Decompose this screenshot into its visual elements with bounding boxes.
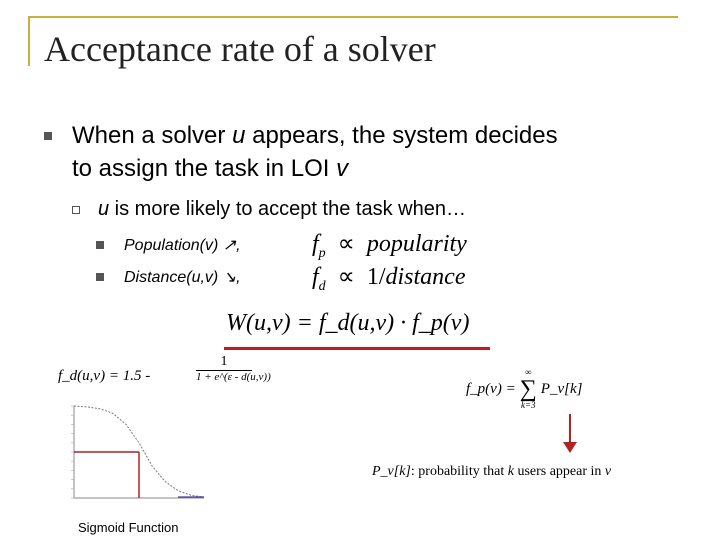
bullet4-text: Distance(u,v) ↘, <box>124 269 241 286</box>
bullet2-var-u: u <box>98 198 110 220</box>
prob-text2: users appear in <box>513 464 605 479</box>
fd-sigmoid-fraction <box>196 354 271 383</box>
fd-propto: ∝ <box>337 264 355 290</box>
bullet2-body: is more likely to accept the task when… <box>109 198 466 220</box>
sigmoid-chart <box>64 402 210 502</box>
sum-bottom: k=3 <box>520 400 536 410</box>
fd-sigmoid-den: 1 + e^(ε - d(u,v)) <box>196 371 271 383</box>
fd-distance: distance <box>385 264 466 290</box>
fp-sum-formula <box>466 368 582 410</box>
down-arrow-icon <box>563 442 577 453</box>
prob-text1: : probability that <box>410 464 508 479</box>
fd-f: f <box>312 264 319 290</box>
fd-one: 1 <box>366 264 379 290</box>
down-arrow-shaft <box>569 414 571 444</box>
bullet1-var-v: v <box>336 155 349 182</box>
fd-sigmoid-lhs: f_d(u,v) = 1.5 - <box>58 368 151 384</box>
bullet-square-4 <box>96 273 104 281</box>
sum-symbol: ∞ ∑ k=3 <box>519 367 537 410</box>
bullet1-var-u: u <box>232 122 246 149</box>
formula-fp-popularity <box>312 229 467 262</box>
fp-f: f <box>312 231 319 257</box>
prob-symbol: P_v[k] <box>372 464 411 479</box>
bullet3-text: Population(v) ↗, <box>124 237 241 254</box>
fd-sigmoid-formula <box>58 368 150 385</box>
fp-sub: p <box>318 245 326 261</box>
fp-propto: ∝ <box>337 231 355 257</box>
bullet1-line1-suffix: appears, the system decides <box>245 122 558 149</box>
bullet1-line1-prefix: When a solver <box>72 122 233 149</box>
sum-top: ∞ <box>525 367 532 377</box>
title-frame-left <box>28 16 30 66</box>
page-title: Acceptance rate of a solver <box>44 29 436 69</box>
sigmoid-svg <box>64 402 210 502</box>
bullet-hollow-2 <box>72 206 80 214</box>
bullet2-text <box>98 198 466 221</box>
title-frame-top <box>28 16 678 18</box>
bullet1-line2 <box>72 153 348 185</box>
main-formula-underline <box>224 347 490 350</box>
bullet1-line1 <box>72 120 558 152</box>
prob-v: v <box>604 464 612 479</box>
fd-sub: d <box>318 278 326 294</box>
bullet1-line2-prefix: to assign the task in LOI <box>72 155 337 182</box>
bullet-square-3 <box>96 241 104 249</box>
probability-note <box>372 464 611 480</box>
fd-sigmoid-num: 1 <box>196 354 252 371</box>
fp-sum-term: P_v[k] <box>540 380 583 397</box>
main-formula-w: W(u,v) = f_d(u,v) · f_p(v) <box>226 310 470 336</box>
fp-sum-lhs: f_p(v) = <box>466 380 516 397</box>
formula-fd-distance: $f_d$ ∝ 1/distance <box>312 264 466 294</box>
fp-popularity: popularity <box>366 231 467 257</box>
sigmoid-caption: Sigmoid Function <box>78 520 179 535</box>
prob-k: k <box>507 464 514 479</box>
bullet-square-1 <box>44 132 52 140</box>
